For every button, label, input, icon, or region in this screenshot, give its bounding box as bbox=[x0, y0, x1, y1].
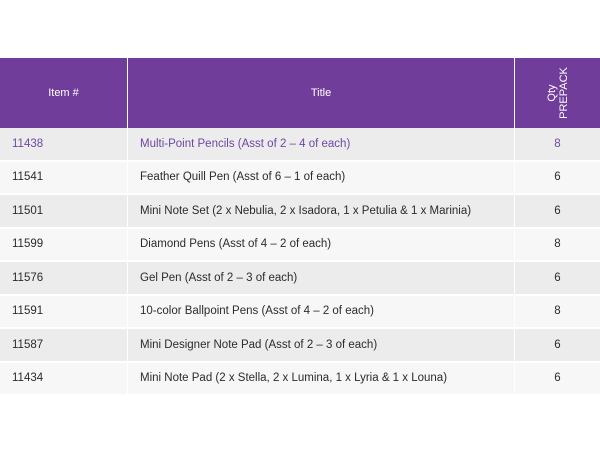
item-number: 11438 bbox=[0, 128, 128, 162]
item-qty: 6 bbox=[515, 262, 600, 296]
table-body bbox=[0, 128, 600, 396]
item-title: Feather Quill Pen (Asst of 6 – 1 of each) bbox=[128, 162, 515, 196]
item-title: Mini Designer Note Pad (Asst of 2 – 3 of each) bbox=[128, 329, 515, 363]
item-title: Mini Note Pad (2 x Stella, 2 x Lumina, 1 x Lyria & 1 x Louna) bbox=[128, 363, 515, 397]
table-row bbox=[0, 262, 600, 296]
item-title: Mini Note Set (2 x Nebulia, 2 x Isadora, 1 x Petulia & 1 x Marinia) bbox=[128, 195, 515, 229]
prepack-label: PREPACK bbox=[557, 67, 570, 119]
item-qty: 6 bbox=[515, 329, 600, 363]
item-number: 11541 bbox=[0, 162, 128, 196]
table-row bbox=[0, 229, 600, 263]
item-title: 10-color Ballpoint Pens (Asst of 4 – 2 of each) bbox=[128, 296, 515, 330]
item-number: 11599 bbox=[0, 229, 128, 263]
header-row bbox=[0, 58, 600, 128]
item-number: 11576 bbox=[0, 262, 128, 296]
product-table-container bbox=[0, 58, 600, 396]
item-qty: 6 bbox=[515, 363, 600, 397]
item-qty: 8 bbox=[515, 229, 600, 263]
item-title: Gel Pen (Asst of 2 – 3 of each) bbox=[128, 262, 515, 296]
table-row bbox=[0, 195, 600, 229]
item-title: Diamond Pens (Asst of 4 – 2 of each) bbox=[128, 229, 515, 263]
table-row bbox=[0, 162, 600, 196]
column-header-qty bbox=[515, 58, 600, 128]
qty-label: Qty bbox=[545, 84, 558, 102]
item-number: 11434 bbox=[0, 363, 128, 397]
qty-prepack-label bbox=[545, 67, 569, 119]
product-table bbox=[0, 58, 600, 396]
item-qty: 6 bbox=[515, 195, 600, 229]
item-qty: 8 bbox=[515, 128, 600, 162]
item-number: 11501 bbox=[0, 195, 128, 229]
table-row bbox=[0, 363, 600, 397]
table-row bbox=[0, 296, 600, 330]
table-header bbox=[0, 58, 600, 128]
item-title: Multi-Point Pencils (Asst of 2 – 4 of each) bbox=[128, 128, 515, 162]
table-row bbox=[0, 128, 600, 162]
table-row bbox=[0, 329, 600, 363]
item-qty: 6 bbox=[515, 162, 600, 196]
item-qty: 8 bbox=[515, 296, 600, 330]
column-header-title: Title bbox=[128, 58, 515, 128]
item-number: 11591 bbox=[0, 296, 128, 330]
item-number: 11587 bbox=[0, 329, 128, 363]
column-header-item: Item # bbox=[0, 58, 128, 128]
